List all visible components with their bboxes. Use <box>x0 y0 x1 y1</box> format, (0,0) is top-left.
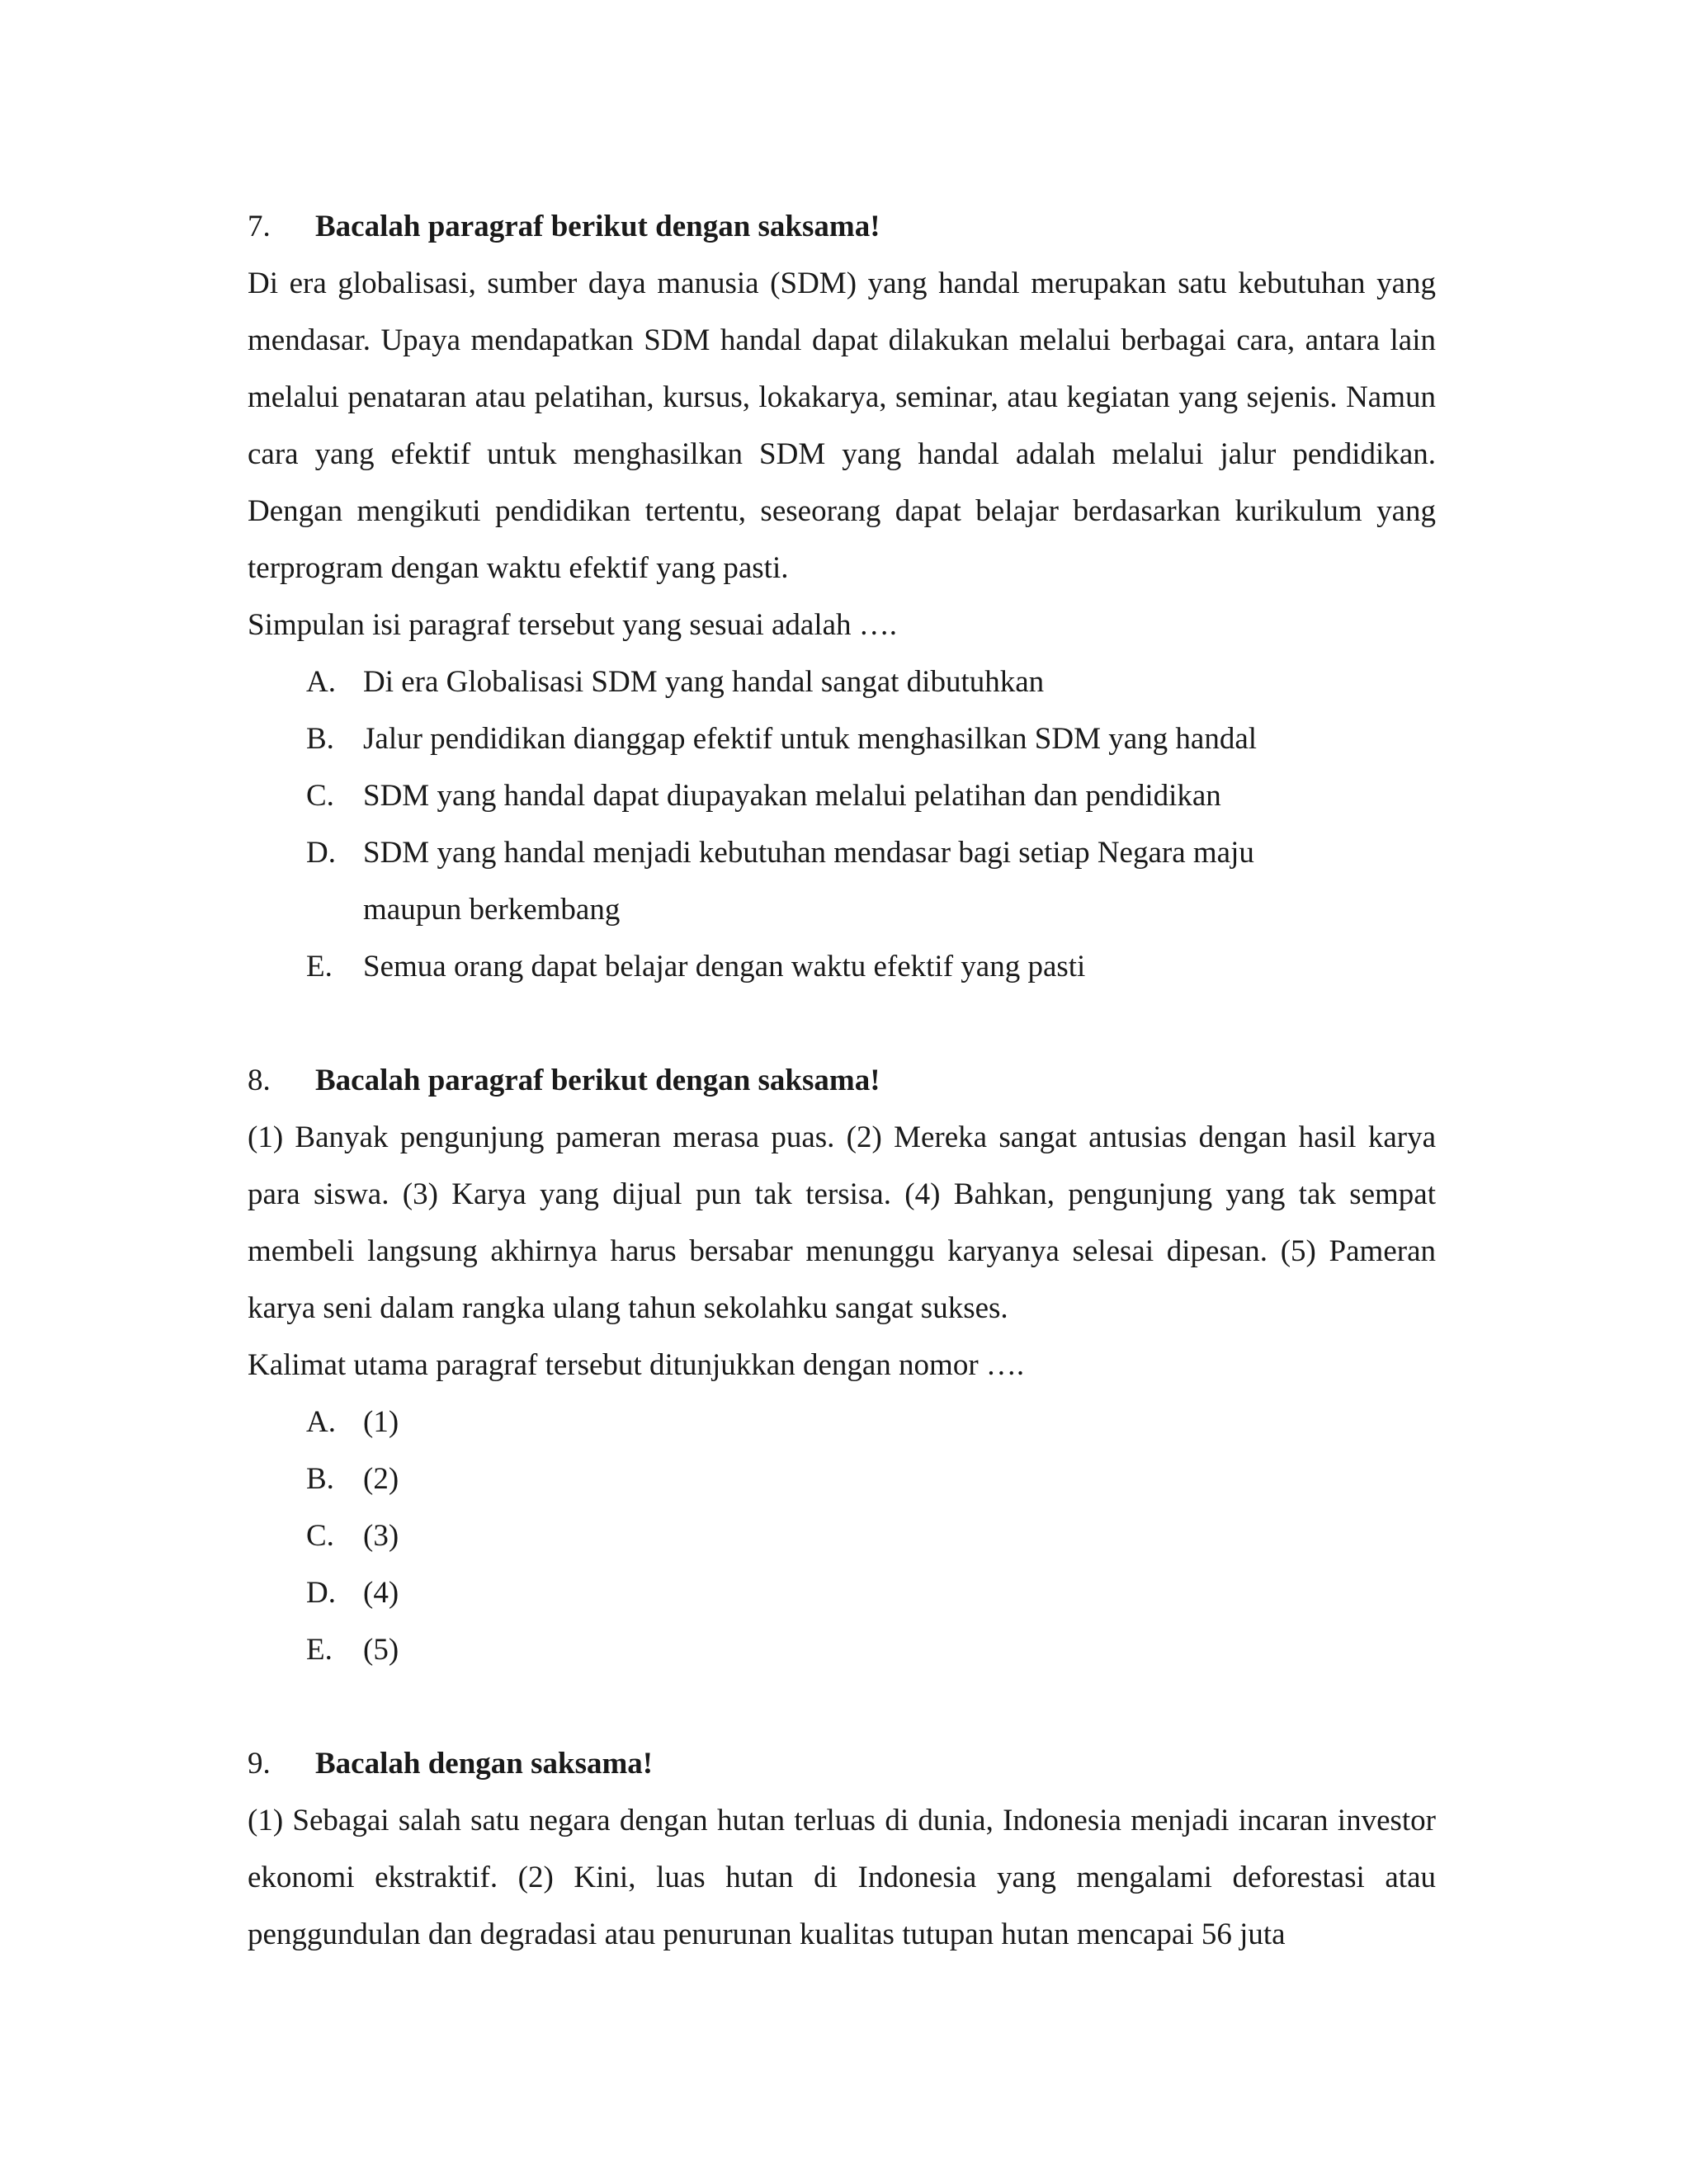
option-text: (5) <box>363 1633 399 1667</box>
option-text: SDM yang handal dapat diupayakan melalui pelatihan dan pendidikan <box>363 779 1221 813</box>
spacer <box>248 1678 1436 1735</box>
question-number: 8. <box>248 1064 271 1097</box>
document-page <box>248 198 1436 1963</box>
question-9 <box>248 1735 1436 1963</box>
question-7 <box>248 198 1436 995</box>
question-header <box>248 1052 1436 1109</box>
option-letter: E. <box>306 950 333 984</box>
option-text: (2) <box>363 1462 399 1496</box>
question-prompt: Simpulan isi paragraf tersebut yang sesuai adalah …. <box>248 608 898 642</box>
question-header <box>248 198 1436 255</box>
reading-paragraph: (1) Sebagai salah satu negara dengan hutan terluas di dunia, Indonesia menjadi incaran investor ekonomi ekstraktif. (2) Kini, luas hutan di Indonesia yang mengalami deforestasi atau penggundulan dan degradasi atau penurunan kualitas tutupan hutan mencapai 56 juta <box>248 1804 1436 1951</box>
option-text: SDM yang handal menjadi kebutuhan mendasar bagi setiap Negara maju maupun berkembang <box>363 836 1254 927</box>
reading-paragraph: Di era globalisasi, sumber daya manusia (SDM) yang handal merupakan satu kebutuhan yang mendasar. Upaya mendapatkan SDM handal dapat dilakukan melalui berbagai cara, antara lain melalui penataran atau pelatihan, kursus, lokakarya, seminar, atau kegiatan yang sejenis. Namun cara yang efektif untuk menghasilkan SDM yang handal adalah melalui jalur pendidikan. Dengan mengikuti pendidikan tertentu, seseorang dapat belajar berdasarkan kurikulum yang terprogram dengan waktu efektif yang pasti. <box>248 267 1436 585</box>
option-a[interactable] <box>248 1394 1436 1450</box>
option-letter: D. <box>306 1576 336 1610</box>
option-letter: B. <box>306 722 334 756</box>
spacer <box>248 995 1436 1052</box>
option-letter: D. <box>306 836 336 870</box>
option-b[interactable] <box>248 1450 1436 1507</box>
option-a[interactable] <box>248 653 1436 710</box>
question-prompt: Kalimat utama paragraf tersebut ditunjukkan dengan nomor …. <box>248 1348 1025 1382</box>
option-text: (4) <box>363 1576 399 1610</box>
option-letter: C. <box>306 1519 334 1553</box>
option-text: Semua orang dapat belajar dengan waktu efektif yang pasti <box>363 950 1086 984</box>
option-b[interactable] <box>248 710 1436 767</box>
answer-options <box>248 1394 1436 1678</box>
reading-paragraph: (1) Banyak pengunjung pameran merasa puas. (2) Mereka sangat antusias dengan hasil karya para siswa. (3) Karya yang dijual pun tak tersisa. (4) Bahkan, pengunjung yang tak sempat membeli langsung akhirnya harus bersabar menunggu karyanya selesai dipesan. (5) Pameran karya seni dalam rangka ulang tahun sekolahku sangat sukses. <box>248 1120 1436 1325</box>
option-letter: C. <box>306 779 334 813</box>
option-c[interactable] <box>248 1507 1436 1564</box>
option-c[interactable] <box>248 767 1436 824</box>
option-letter: A. <box>306 665 336 699</box>
option-text: Jalur pendidikan dianggap efektif untuk menghasilkan SDM yang handal <box>363 722 1258 756</box>
question-8 <box>248 1052 1436 1678</box>
question-number: 7. <box>248 210 271 243</box>
option-text: (1) <box>363 1405 399 1439</box>
option-d[interactable] <box>248 824 1436 938</box>
question-header <box>248 1735 1436 1792</box>
option-letter: B. <box>306 1462 334 1496</box>
question-instruction: Bacalah paragraf berikut dengan saksama! <box>315 210 880 243</box>
option-letter: A. <box>306 1405 336 1439</box>
option-e[interactable] <box>248 1621 1436 1678</box>
option-text: Di era Globalisasi SDM yang handal sangat dibutuhkan <box>363 665 1045 699</box>
question-instruction: Bacalah paragraf berikut dengan saksama! <box>315 1064 880 1097</box>
question-instruction: Bacalah dengan saksama! <box>315 1747 654 1781</box>
answer-options <box>248 653 1436 995</box>
option-text: (3) <box>363 1519 399 1553</box>
question-number: 9. <box>248 1747 271 1781</box>
option-e[interactable] <box>248 938 1436 995</box>
option-letter: E. <box>306 1633 333 1667</box>
option-d[interactable] <box>248 1564 1436 1621</box>
